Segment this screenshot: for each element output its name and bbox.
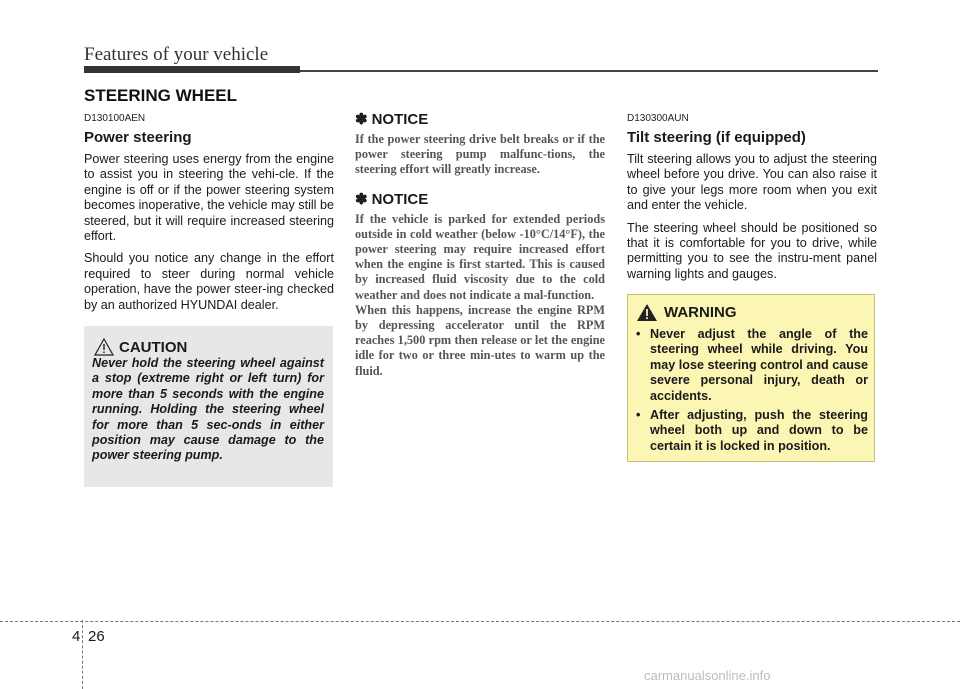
notice-body: If the power steering drive belt breaks or if the power steering pump malfunc-tions, the steering effort will greatly increase. — [355, 132, 605, 177]
notice-title — [355, 190, 605, 208]
subsection-heading: Tilt steering (if equipped) — [627, 129, 806, 146]
warning-label: WARNING — [664, 304, 737, 321]
section-title: STEERING WHEEL — [84, 86, 238, 105]
warning-list — [636, 327, 868, 458]
body-paragraph: The steering wheel should be positioned so that it is comfortable for you to drive, while permitting you to see the instru-ment panel warning lights and gauges. — [627, 220, 877, 281]
caution-box — [84, 326, 333, 487]
column-tilt-steering — [627, 110, 877, 289]
body-paragraph: Should you notice any change in the effort required to steer during normal vehicle operation, have the power steer-ing checked by an authorized HYUNDAI dealer. — [84, 251, 334, 312]
warning-item-text: Never adjust the angle of the steering wheel while driving. You may lose steering control and cause severe personal injury, death or accidents. — [650, 327, 868, 403]
footer-divider — [82, 620, 83, 689]
column-power-steering — [84, 110, 334, 320]
section-code: D130300AUN — [627, 113, 689, 124]
warning-item-text: After adjusting, push the steering wheel both up and down to be certain it is locked in position. — [650, 408, 868, 453]
caution-text: Never hold the steering wheel against a stop (extreme right or left turn) for more than 5 seconds with the engine running. Holding the steering wheel for more than 5 sec-onds in either position may cause damage to the power steering pump. — [92, 356, 324, 463]
caution-triangle-icon — [94, 338, 114, 356]
watermark: carmanualsonline.info — [644, 668, 771, 683]
caution-header — [94, 338, 187, 356]
page-number: 26 — [88, 628, 105, 645]
header-rule-thin — [300, 70, 878, 72]
notice-label: NOTICE — [371, 111, 429, 128]
caution-label: CAUTION — [119, 338, 188, 356]
warning-item — [636, 408, 868, 454]
section-code: D130100AEN — [84, 113, 146, 124]
bullet: • — [636, 408, 641, 423]
notice-star-icon: ✽ — [355, 190, 368, 208]
warning-box — [627, 294, 875, 462]
warning-item — [636, 327, 868, 404]
footer-rule — [0, 621, 960, 622]
body-paragraph: Tilt steering allows you to adjust the steering wheel before you drive. You can also raise it to give your legs more room when you exit and enter the vehicle. — [627, 152, 877, 213]
notice-body: When this happens, increase the engine RPM by depressing accelerator until the RPM reaches 1,500 rpm then release or let the engine idle for two or three min-utes to warm up the fluid. — [355, 302, 605, 378]
bullet: • — [636, 327, 641, 341]
header-rule-thick — [84, 66, 300, 73]
body-paragraph: Power steering uses energy from the engine to assist you in steering the vehi-cle. If the engine is off or if the power steering system becomes inoperative, the vehicle may still be steered, but it will require increased steering effort. — [84, 152, 334, 244]
notice-star-icon: ✽ — [355, 111, 368, 128]
warning-header — [636, 303, 737, 322]
subsection-heading: Power steering — [84, 129, 192, 146]
warning-triangle-icon — [636, 303, 658, 322]
notice-label: NOTICE — [371, 190, 429, 208]
notice-body: If the vehicle is parked for extended periods outside in cold weather (below -10°C/14°F), the power steering may require increased effort when the engine is first started. This is caused by increased fluid viscosity due to the cold weather and does not indicate a mal-function. — [355, 211, 605, 302]
chapter-number: 4 — [72, 628, 81, 645]
column-notices — [355, 110, 605, 391]
notice-title — [355, 110, 605, 128]
header-title: Features of your vehicle — [84, 44, 269, 65]
